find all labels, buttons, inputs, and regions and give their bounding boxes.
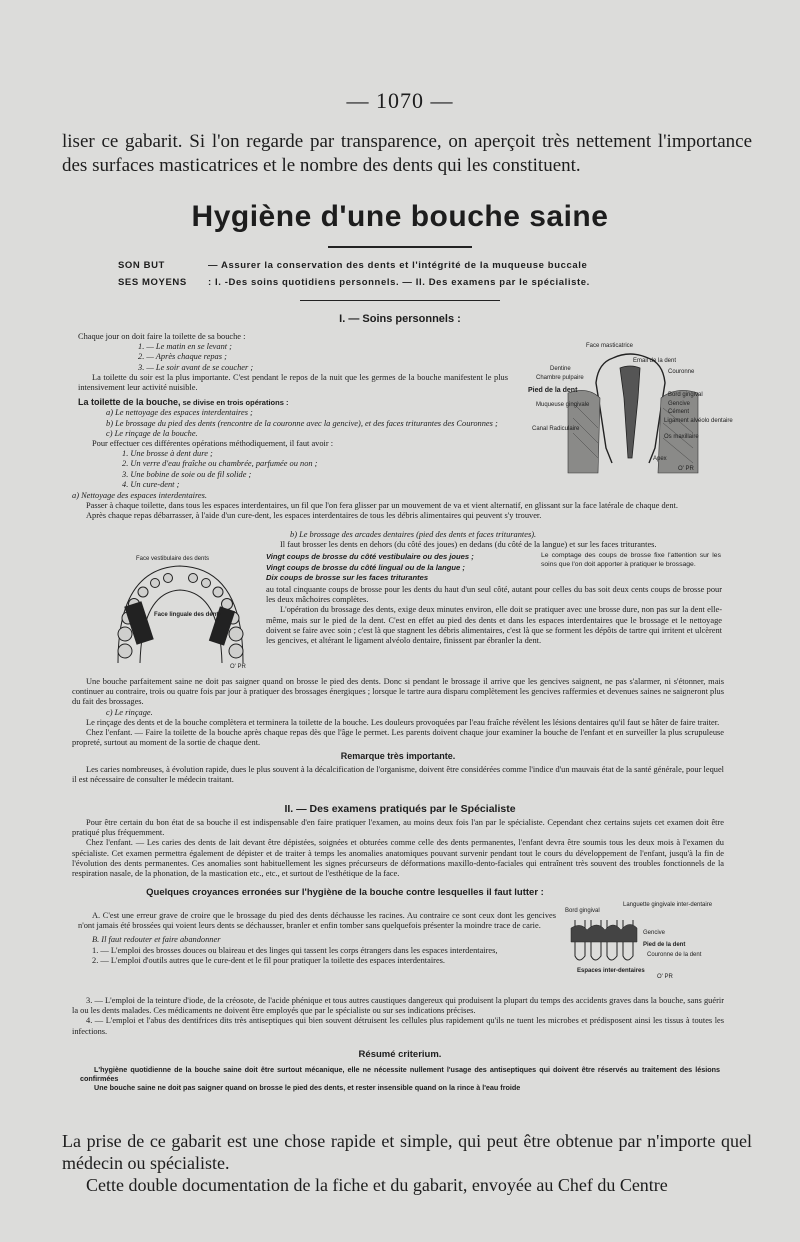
- label-face-masticatrice: Face masticatrice: [586, 343, 634, 349]
- a-text-2: Après chaque repas débarrasser, à l'aide d'un cure-dent, les espaces interdentaires de tous les débris alimentaires qui peuvent s'y trouver.: [86, 511, 542, 521]
- gum-diagram: [565, 898, 725, 980]
- tooth-section-diagram: [528, 338, 733, 478]
- label-espaces: Espaces inter-dentaires: [577, 968, 645, 974]
- a-heading: a) Nettoyage des espaces interdentaires.: [72, 491, 207, 500]
- remark-text: Les caries nombreuses, à évolution rapide, dues le plus souvent à la décalcification de l'organisme, doivent être considérées comme l'indice d'un mauvais état de la santé générale, pour lequel il est nécessaire de consulter le médecin traitant.: [72, 764, 724, 784]
- label-ligament: Ligament alvéolo dentaire: [664, 418, 733, 424]
- summary-1: L'hygiène quotidienne de la bouche saine doit être surtout mécanique, elle ne nécessite nullement l'usage des antiseptiques qui doivent être réservés au traitement des lésions confirmées: [80, 1065, 720, 1083]
- goal-text: — Assurer la conservation des dents et l'intégrité de la muqueuse buccale: [208, 260, 588, 271]
- means-text: : I. -Des soins quotidiens personnels. — II. Des examens par le spécialiste.: [208, 277, 590, 288]
- label-gum-bord: Bord gingival: [565, 908, 600, 914]
- belief-a: A. C'est une erreur grave de croire que le brossage du pied des dents déchausse les racines. Au contraire ce sont ceux dont les gencives n'ont jamais été brossées qui voient leurs dents se déchausser, branler et enfin tomber sans quelquefois présenter la moindre trace de carie.: [78, 911, 556, 931]
- toilette-heading: La toilette de la bouche,: [78, 397, 181, 408]
- page-number: — 1070 —: [346, 88, 454, 113]
- toilette-rest: se divise en trois opérations :: [182, 398, 289, 408]
- intro-paragraph: liser ce gabarit. Si l'on regarde par transparence, on aperçoit très nettement l'importance des surfaces masticatrices et le nombre des dents qui les constituent.: [62, 131, 752, 176]
- section-b: [266, 530, 722, 646]
- tool-item: 3. Une bobine de soie ou de fil solide ;: [122, 469, 252, 479]
- remark-heading: Remarque très importante.: [340, 751, 456, 762]
- tool-item: 2. Un verre d'eau fraîche ou chambrée, parfumée ou non ;: [122, 459, 318, 469]
- label-canal: Canal Radiculaire: [532, 426, 580, 432]
- operation-item: a) Le nettoyage des espaces interdentaires ;: [106, 408, 253, 418]
- operation-item: b) Le brossage du pied des dents (rencontre de la couronne avec la gencive), et des faces triturantes des Couronnes ;: [106, 418, 498, 428]
- goal-label: SON BUT: [118, 260, 165, 271]
- label-face-linguale: Face linguale des dents: [154, 612, 222, 618]
- s2-child: Chez l'enfant. — Les caries des dents de lait devant être dépistées, soignées et obturées comme celle des dents permanentes, l'enfant devra être soumis tous les deux mois à l'examen du spécialiste. Cet examen permettra également de dépister et de traiter à temps les anomalies anatomiques pouvant survenir pendant tout le cours du développement de l'enfant, jusqu'à la fin de l'évolution des dents permanentes. Ces anomalies sont habituellement les signes précurseurs de déformations maxillo-dento-faciales qui entraînent très souvent des troubles fonctionnels de la respiration nasale, de la phonation, de la mastication etc., etc., et surtout de l'esthétique de la face.: [72, 838, 724, 879]
- counting-note: Le comptage des coups de brosse fixe l'attention sur les soins que l'on doit apporter à pratiquer le brossage.: [541, 552, 721, 568]
- intro-line: Chaque jour on doit faire la toilette de sa bouche :: [78, 332, 246, 341]
- section-2-heading: II. — Des examens pratiqués par le Spécialiste: [284, 803, 516, 815]
- label-languette: Languette gingivale inter-dentaire: [623, 902, 713, 908]
- label-pied: Pied de la dent: [528, 387, 578, 394]
- total-strokes: au total cinquante coups de brosse pour les dents du haut d'un seul côté, autant pour celles du bas soit deux cents coups de brosse pour les deux mâchoires complètes.: [266, 585, 722, 605]
- belief-b2: 2. — L'emploi d'outils autres que le cure-dent et le fil pour pratiquer la toilette des espaces interdentaires.: [92, 955, 446, 965]
- stroke-count-triturantes: Dix coups de brosse sur les faces triturantes: [266, 572, 429, 582]
- stroke-count-vestibulaire: Vingt coups de brosse du côté vestibulaire ou des joues ;: [266, 552, 474, 562]
- title-rule: [328, 246, 472, 248]
- label-gum-gencive: Gencive: [643, 930, 666, 936]
- b-heading: b) Le brossage des arcades dentaires (pied des dents et faces triturantes).: [290, 530, 537, 539]
- label-couronne: Couronne: [668, 369, 695, 375]
- section-1-intro: [78, 332, 508, 490]
- label-os: Os maxillaire: [664, 434, 699, 440]
- section-a: [72, 491, 724, 522]
- s2-text: Pour être certain du bon état de sa bouche il est indispensable d'en faire pratiquer l'examen, au moins deux fois l'an par le spécialiste. Cependant chez certains sujets cet examen doit être pratiqué plus fréquemment.: [72, 818, 724, 838]
- brushing-operation: L'opération du brossage des dents, exige deux minutes environ, elle doit se pratiquer avec une brosse dure, non pas sur la dent elle-même, mais sur le pied de la dent. C'est en effet au pied des dents et dans les espaces interdentaires que le brossage et le nettoyage doivent se faire avec soin ; c'est là que stagnent les débris alimentaires, c'est là que se forment les dépôts de tartre qui irritent et ulcèrent les gencives, et altérant le ligament alvéolo dentaire, finissent par ébranler la dent.: [266, 605, 722, 646]
- operation-item: c) Le rinçage de la bouche.: [106, 428, 198, 438]
- label-cement: Cément: [668, 409, 690, 415]
- tool-item: 1. Une brosse à dent dure ;: [122, 449, 213, 459]
- label-gum-opr: O' PR: [657, 974, 673, 980]
- label-apex: Apex: [653, 456, 667, 462]
- b-text: Il faut brosser les dents en dehors (du côté des joues) en dedans (du côté de la langue) et sur les faces triturantes.: [280, 540, 657, 550]
- goal-line: [118, 260, 718, 271]
- label-arch-opr: O' PR: [230, 664, 246, 670]
- label-dentine: Dentine: [550, 366, 571, 372]
- intro-line: 1. — Le matin en se levant ;: [138, 342, 232, 352]
- label-muqueuse: Muqueuse gingivale: [536, 402, 590, 408]
- c-heading: c) Le rinçage.: [106, 707, 153, 717]
- dental-arch-diagram: [98, 548, 263, 673]
- section-1-heading: I. — Soins personnels :: [339, 313, 461, 325]
- label-gencive: Gencive: [668, 401, 691, 407]
- tool-item: 4. Un cure-dent ;: [122, 479, 180, 489]
- stroke-counts: [266, 552, 531, 583]
- label-email: Email de la dent: [633, 358, 677, 364]
- means-line: [118, 277, 718, 288]
- belief-b4: 4. — L'emploi et l'abus des dentifrices dits très antiseptiques qui bien souvent détruisent les cellules plus rapidement qu'ils ne tuent les microbes et prédisposent ainsi les tissus à toutes les infections.: [72, 1016, 724, 1036]
- belief-b1: 1. — L'emploi des brosses douces ou blaireau et des linges qui tassent les corps étrangers dans les espaces interdentaires,: [92, 945, 498, 955]
- label-gum-pied: Pied de la dent: [643, 942, 686, 948]
- beliefs-lower: [72, 996, 724, 1037]
- beliefs-left: [78, 911, 556, 966]
- c-text: Le rinçage des dents et de la bouche complètera et terminera la toilette de la bouche. Les douleurs provoquées par l'eau fraîche révèlent les lésions dentaires qu'il faut se hâter de faire traiter.: [86, 717, 720, 727]
- document-title: Hygiène d'une bouche saine: [191, 200, 609, 233]
- child-paragraph: Chez l'enfant. — Faire la toilette de la bouche après chaque repas dès que l'âge le permet. Les parents doivent chaque jour examiner la bouche de l'enfant et en surveiller la plus scrupuleuse propreté, surtout au moment de la sortie de chaque dent.: [72, 728, 724, 748]
- stroke-count-lingual: Vingt coups de brosse du côté lingual ou de la langue ;: [266, 562, 465, 572]
- tools-intro: Pour effectuer ces différentes opérations méthodiquement, il faut avoir :: [92, 439, 334, 449]
- intro-line: La toilette du soir est la plus importante. C'est pendant le repos de la nuit que les germes de la bouche manifestent le plus intensivement leur activité nuisible.: [78, 372, 508, 393]
- label-bord: Bord gingival: [668, 392, 703, 398]
- outro-last-line: Cette double documentation de la fiche et du gabarit, envoyée au Chef du Centre: [86, 1175, 668, 1195]
- belief-b3: 3. — L'emploi de la teinture d'iode, de la créosote, de l'acide phénique et tous autres caustiques dangereux qui produisent la plupart du temps des accidents graves dans la bouche, sans guérir la ou les dents malades. Ces médicaments ne doivent être employés que par le spécialiste ou sur ses indications précises.: [72, 996, 724, 1016]
- outro-paragraph: La prise de ce gabarit est une chose rapide et simple, qui peut être obtenue par n'importe quel médecin ou spécialiste.: [62, 1131, 752, 1173]
- separator-rule: [300, 300, 500, 301]
- section-1-lower: [72, 677, 724, 785]
- summary-heading: Résumé criterium.: [358, 1049, 442, 1060]
- section-2-body: [72, 818, 724, 879]
- a-text: Passer à chaque toilette, dans tous les espaces interdentaires, un fil que l'on fera glisser par un mouvement de va et vient alternatif, en glissant sur la face latérale de chaque dent.: [86, 501, 678, 511]
- belief-b-heading: B. Il faut redouter et faire abandonner: [92, 935, 221, 945]
- intro-line: 2. — Après chaque repas ;: [138, 352, 227, 362]
- label-gum-couronne: Couronne de la dent: [647, 952, 702, 958]
- summary-2: Une bouche saine ne doit pas saigner quand on brosse le pied des dents, et rester insensible quand on la rince à l'eau froide: [94, 1083, 521, 1092]
- label-chambre: Chambre pulpaire: [536, 375, 584, 381]
- summary-body: [80, 1065, 720, 1092]
- beliefs-heading: Quelques croyances erronées sur l'hygiène de la bouche contre lesquelles il faut lutter :: [146, 887, 544, 898]
- label-face-vestibulaire: Face vestibulaire des dents: [136, 556, 210, 562]
- healthy-mouth-paragraph: Une bouche parfaitement saine ne doit pas saigner quand on brosse le pied des dents. Donc si pendant le brossage il arrive que les gencives saignent, ne pas s'alarmer, ni s'étonner, mais continuer au contraire, trois ou quatre fois par jour à pratiquer des brossages énergiques ; lorsque le tartre aura disparu complètement les gencives raffermies et devenues saines ne saigneront plus du fait des brossages.: [72, 677, 724, 707]
- intro-line: 3. — Le soir avant de se coucher ;: [138, 362, 254, 372]
- label-opr: O' PR: [678, 466, 694, 472]
- means-label: SES MOYENS: [118, 277, 187, 288]
